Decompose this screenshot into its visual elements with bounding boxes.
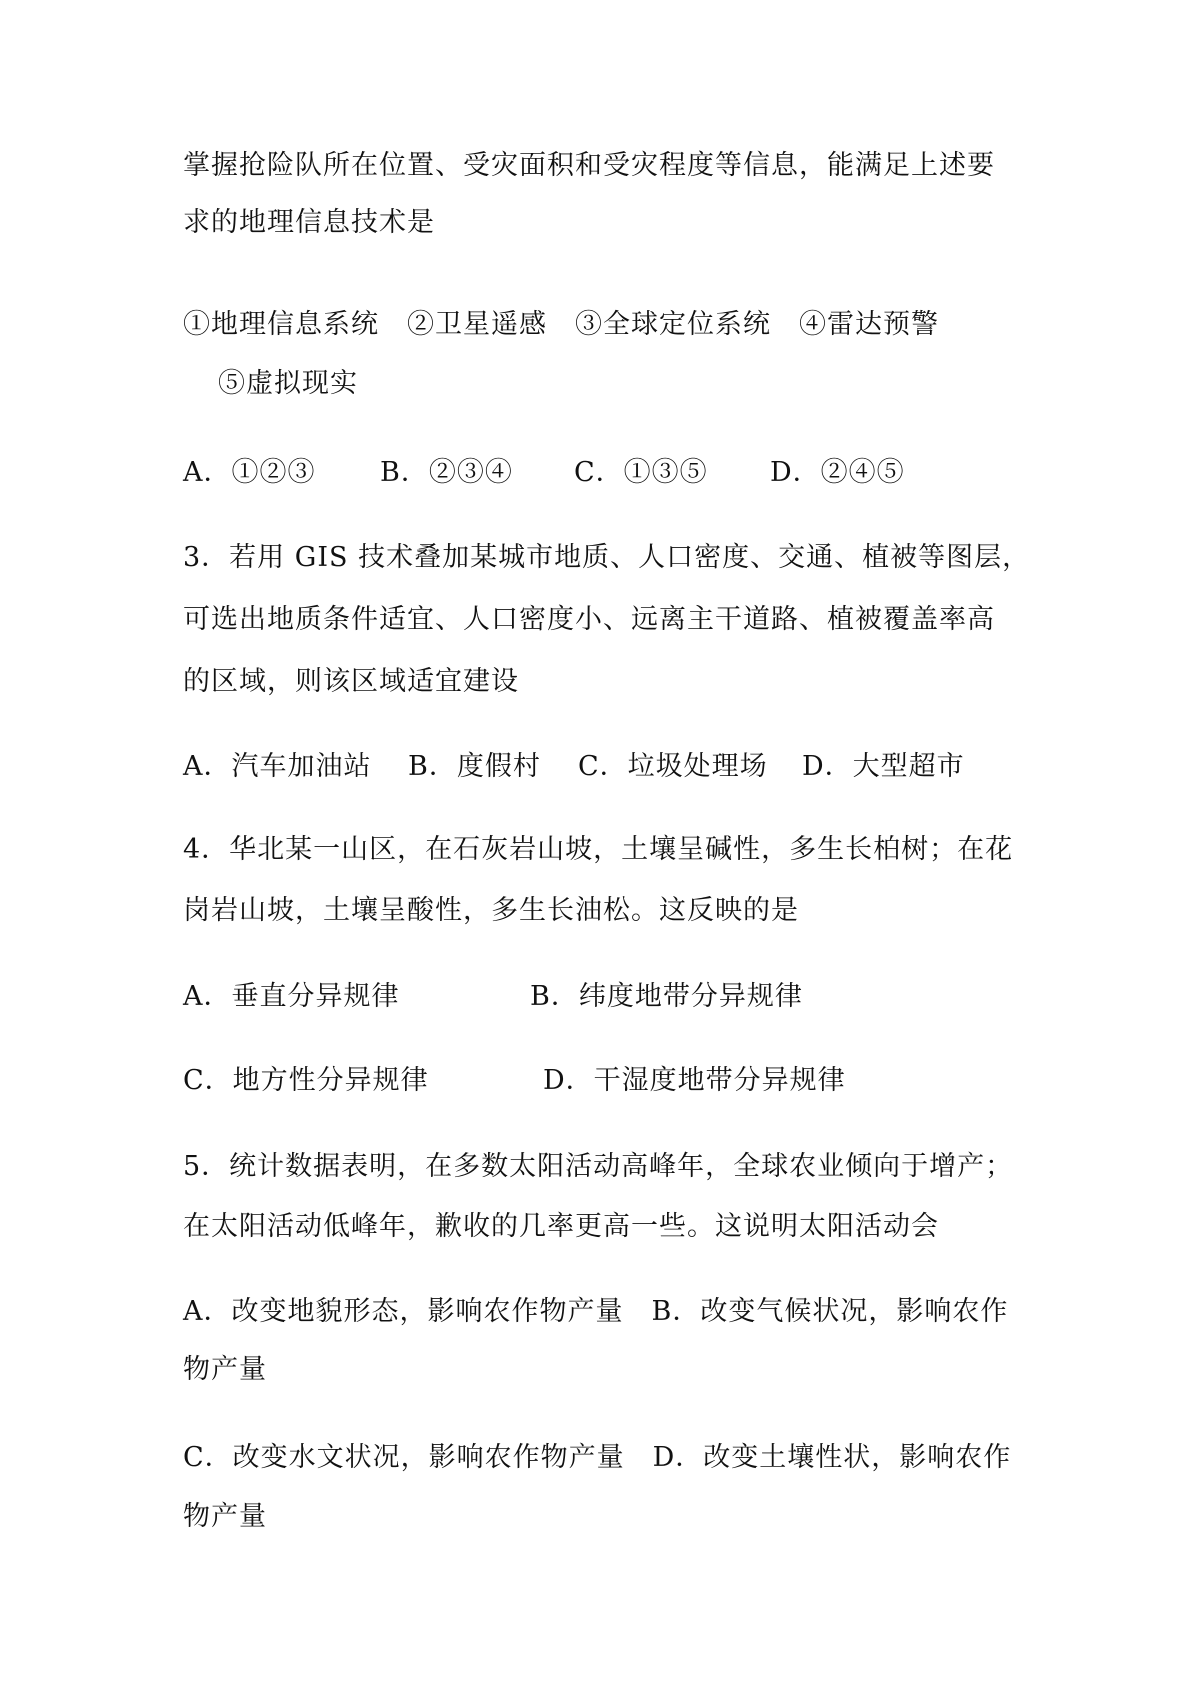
q2-stem-line2: 求的地理信息技术是 (183, 207, 435, 238)
q4-option-c: C．地方性分异规律 (183, 1065, 429, 1096)
q3-stem-line2: 可选出地质条件适宜、人口密度小、远离主干道路、植被覆盖率高 (183, 604, 995, 635)
q2-option-a: A．①②③ (183, 457, 316, 488)
q5-option-ab-line2: 物产量 (183, 1354, 267, 1385)
q5-stem-line1: 5．统计数据表明，在多数太阳活动高峰年，全球农业倾向于增产； (183, 1151, 1014, 1182)
q2-items-line1: ①地理信息系统 ②卫星遥感 ③全球定位系统 ④雷达预警 (183, 309, 939, 340)
q2-items-line2: ⑤虚拟现实 (218, 368, 358, 399)
q2-option-c: C．①③⑤ (574, 457, 708, 488)
q3-option-a: A．汽车加油站 (183, 751, 372, 782)
q2-stem-line1: 掌握抢险队所在位置、受灾面积和受灾程度等信息，能满足上述要 (183, 150, 995, 181)
q4-option-b: B．纬度地带分异规律 (530, 981, 803, 1012)
q2-option-b: B．②③④ (380, 457, 513, 488)
q3-stem-line3: 的区域，则该区域适宜建设 (183, 666, 519, 697)
q4-stem-line1: 4．华北某一山区，在石灰岩山坡，土壤呈碱性，多生长柏树；在花 (183, 834, 1014, 865)
q2-option-d: D．②④⑤ (770, 457, 905, 488)
q5-option-cd-line1: C．改变水文状况，影响农作物产量 D．改变土壤性状，影响农作 (183, 1442, 1012, 1473)
q3-option-b: B．度假村 (408, 751, 541, 782)
q5-stem-line2: 在太阳活动低峰年，歉收的几率更高一些。这说明太阳活动会 (183, 1211, 939, 1242)
q3-option-d: D．大型超市 (802, 751, 965, 782)
q3-option-c: C．垃圾处理场 (578, 751, 768, 782)
q4-stem-line2: 岗岩山坡，土壤呈酸性，多生长油松。这反映的是 (183, 895, 799, 926)
q4-option-a: A．垂直分异规律 (183, 981, 400, 1012)
q3-stem-line1: 3．若用 GIS 技术叠加某城市地质、人口密度、交通、植被等图层， (183, 542, 1031, 573)
q5-option-cd-line2: 物产量 (183, 1501, 267, 1532)
q4-option-d: D．干湿度地带分异规律 (543, 1065, 846, 1096)
q5-option-ab-line1: A．改变地貌形态，影响农作物产量 B．改变气候状况，影响农作 (183, 1296, 1009, 1327)
